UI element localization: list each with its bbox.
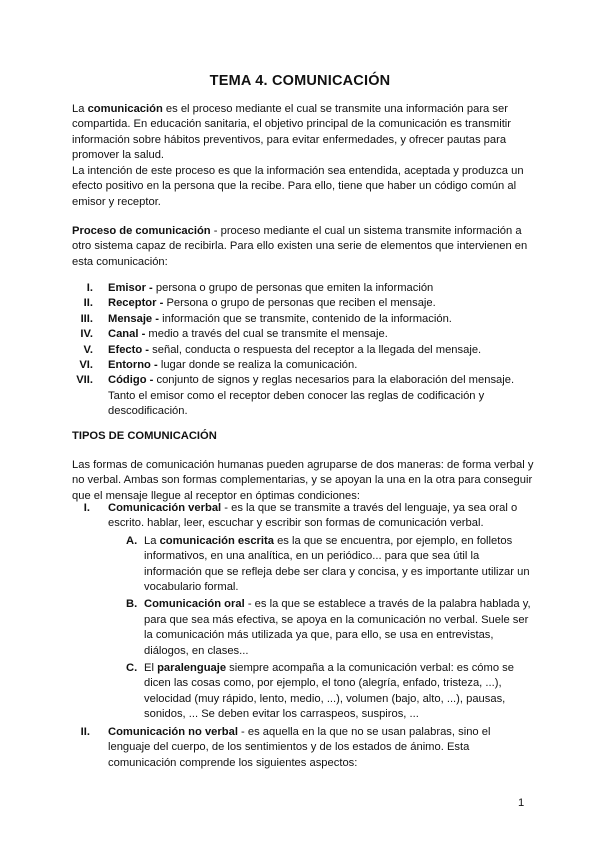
term-proceso: Proceso de comunicación [72, 225, 211, 237]
term-comunicacion: comunicación [87, 103, 163, 115]
intro-paragraph-1: La comunicación es el proceso mediante el cual se transmite una información para ser compartida. En educación sanitaria, el objetivo principal de la comunicación es transmitir información sobre hábitos preventivos, para evitar enfermedades, y ofrecer pautas para promover la salud. [72, 103, 512, 162]
types-list [72, 501, 534, 771]
types-intro-paragraph: Las formas de comunicación humanas pueden agruparse de dos maneras: de forma verbal y no verbal. Ambas son formas complementarias, y se apoyan la una en la otra para conseguir que el mensaje llegue al receptor en óptimas condiciones: [72, 459, 534, 502]
verbal-item: I. Comunicación verbal - es la que se transmite a través del lenguaje, ya sea oral o escrito. hablar, leer, escuchar y escribir son formas de comunicación verbal. [83, 502, 518, 530]
list-item: C. El paralenguaje siempre acompaña a la comunicación verbal: es cómo se dicen las cosas como, por ejemplo, el tono (alegría, enfado, tristeza, ...), velocidad (muy rápido, lento, medio, ...), volumen (bajo, alto, ...), pausas, sonidos, ... Se deben evitar los carraspeos, suspiros, ... [126, 662, 514, 721]
list-item: B. Comunicación oral - es la que se establece a través de la palabra hablada y, para que sea más efectiva, se apoya en la comunicación no verbal. Suele ser la comunicación más utilizada ya que, para ello, se usa en entrevistas, diálogos, en clases... [126, 598, 531, 657]
list-item: VII. Código - conjunto de signos y reglas necesarios para la elaboración del mensaje. Tanto el emisor como el receptor deben conocer las reglas de codificación y descodificación. [76, 374, 515, 418]
intro-paragraph-2: La intención de este proceso es que la información sea entendida, aceptada y produzca un efecto positivo en la persona que la recibe. Para ello, tiene que haber un código común al emisor y receptor. [72, 165, 524, 208]
list-item: A. La comunicación escrita es la que se encuentra, por ejemplo, en folletos informativos, en una analítica, en un periódico... para que sea útil la información que se refleja debe ser clara y concisa, y es importante utilizar un vocabulario formal. [126, 534, 530, 594]
nonverbal-item: II. Comunicación no verbal - es aquella en la que no se usan palabras, sino el lenguaje del cuerpo, de los sentimientos y de los estados de ánimo. Esta comunicación comprende los siguientes aspectos: [80, 725, 491, 769]
page-title: TEMA 4. COMUNICACIÓN [209, 73, 391, 89]
elements-list [72, 281, 534, 420]
term-comunicacion-verbal: Comunicación verbal [108, 502, 222, 514]
term-comunicacion-no-verbal: Comunicación no verbal [108, 725, 238, 738]
list-item: IV. Canal - medio a través del cual se transmite el mensaje. [80, 328, 388, 341]
list-item: III. Mensaje - información que se transmite, contenido de la información. [80, 312, 452, 325]
list-item: VI. Entorno - lugar donde se realiza la comunicación. [79, 359, 358, 372]
section-heading-tipos: TIPOS DE COMUNICACIÓN [72, 430, 217, 442]
list-item: II. Receptor - Persona o grupo de personas que reciben el mensaje. [83, 297, 436, 310]
list-item: V. Efecto - señal, conducta o respuesta del receptor a la llegada del mensaje. [83, 343, 482, 356]
process-paragraph: Proceso de comunicación - proceso mediante el cual un sistema transmite información a otro sistema capaz de recibirla. Para ello existen una serie de elementos que intervienen en esta comunicación: [72, 225, 528, 268]
list-item: I. Emisor - persona o grupo de personas que emiten la información [86, 282, 434, 294]
page-number: 1 [518, 797, 525, 809]
